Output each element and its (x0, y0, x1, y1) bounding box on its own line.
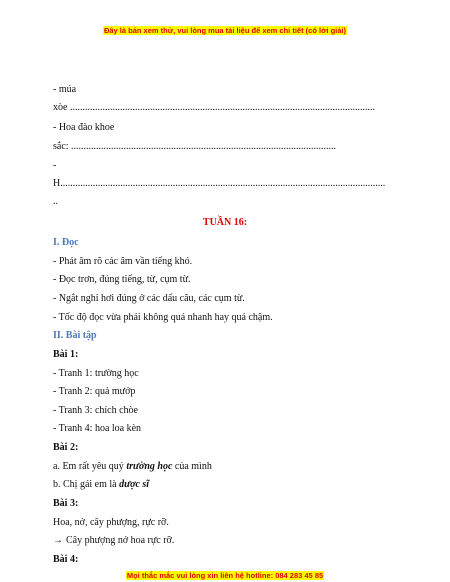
fill-line-4: sắc: .......................................................................................................... (53, 141, 337, 152)
contact-notice-banner (0, 571, 450, 580)
exercise-3-words: Hoa, nở, cây phượng, rực rỡ. (53, 517, 169, 528)
exercise-4-title: Bài 4: (53, 554, 79, 565)
exercise-1-item: - Tranh 2: quả mướp (53, 386, 136, 397)
exercise-1-item: - Tranh 4: hoa loa kèn (53, 423, 142, 434)
fill-line-3: - Hoa đào khoe (53, 122, 115, 133)
fill-line-1: - múa (53, 84, 77, 95)
answer-a-prefix: a. Em rất yêu quý (53, 461, 127, 472)
week-title: TUẦN 16: (202, 217, 248, 228)
exercise-2-answer-a (53, 461, 212, 473)
exercise-3-answer (53, 535, 174, 547)
exercise-1-item: - Tranh 1: trường học (53, 368, 139, 379)
section-reading-title: I. Đọc (53, 237, 79, 248)
exercise-3-answer-text: Cây phượng nở hoa rực rỡ. (66, 535, 175, 546)
section-exercise-title: II. Bài tập (53, 330, 97, 341)
answer-a-suffix: của mình (172, 461, 212, 472)
exercise-1-item: - Tranh 3: chích chòe (53, 405, 138, 416)
exercise-2-title: Bài 2: (53, 442, 79, 453)
exercise-1-title: Bài 1: (53, 349, 79, 360)
answer-b-emphasis: dược sĩ (119, 479, 150, 490)
reading-item: - Đọc trơn, đúng tiếng, từ, cụm từ. (53, 274, 191, 285)
fill-line-7: .. (53, 196, 58, 207)
answer-b-prefix: b. Chị gái em là (53, 479, 120, 490)
fill-line-5: - (53, 160, 57, 171)
reading-item: - Ngắt nghỉ hơi đúng ở các dấu câu, các cụm từ. (53, 293, 245, 304)
preview-notice-text: Đây là bản xem thử, vui lòng mua tài liệu để xem chi tiết (có lời giải) (103, 26, 347, 35)
answer-a-emphasis: trường học (126, 461, 173, 472)
arrow-right-icon: → (53, 535, 63, 546)
exercise-2-answer-b (53, 479, 149, 491)
contact-notice-text: Mọi thắc mắc vui lòng xin liên hệ hotline: 084 283 45 85 (126, 571, 324, 580)
fill-line-6: H.................................................................................................................................. (53, 178, 386, 189)
reading-item: - Phát âm rõ các âm vần tiếng khó. (53, 256, 193, 267)
preview-notice-banner (0, 26, 450, 35)
fill-line-2: xòe .......................................................................................................................... (53, 102, 375, 113)
reading-item: - Tốc độ đọc vừa phải không quá nhanh hay quá chậm. (53, 312, 273, 323)
exercise-3-title: Bài 3: (53, 498, 79, 509)
